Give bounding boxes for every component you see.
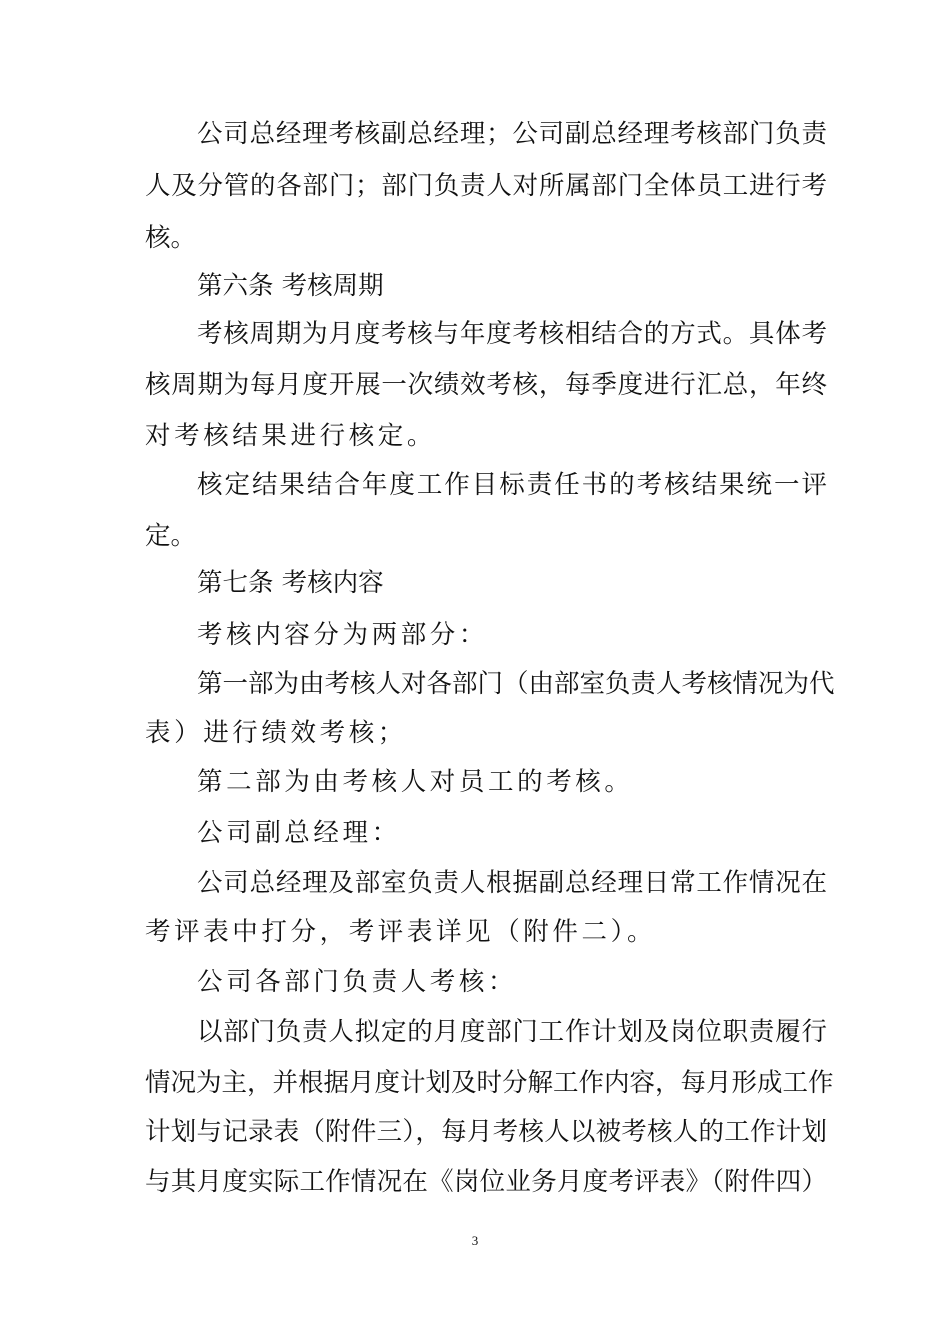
text-line: 对考核结果进行核定。	[145, 421, 437, 451]
text-line: 以部门负责人拟定的月度部门工作计划及岗位职责履行	[197, 1017, 827, 1047]
text-line: 第二部为由考核人对员工的考核。	[197, 767, 634, 797]
text-line: 公司副总经理：	[197, 818, 401, 848]
text-line: 第一部为由考核人对各部门（由部室负责人考核情况为代	[197, 669, 835, 699]
text-line: 情况为主，并根据月度计划及时分解工作内容，每月形成工作	[145, 1068, 834, 1098]
section-heading: 第六条 考核周期	[197, 271, 384, 301]
text-line: 核周期为每月度开展一次绩效考核，每季度进行汇总，年终	[145, 370, 827, 400]
text-line: 公司各部门负责人考核：	[197, 967, 518, 997]
text-line: 定。	[145, 521, 197, 551]
text-line: 公司总经理及部室负责人根据副总经理日常工作情况在	[197, 868, 827, 898]
text-line: 考核内容分为两部分：	[197, 620, 489, 650]
section-heading: 第七条 考核内容	[197, 568, 384, 598]
text-line: 核。	[145, 223, 197, 253]
text-line: 考评表中打分，考评表详见（附件二）。	[145, 917, 657, 947]
page-number: 3	[471, 1233, 479, 1248]
text-line: 考核周期为月度考核与年度考核相结合的方式。具体考	[197, 319, 827, 349]
text-line: 计划与记录表（附件三），每月考核人以被考核人的工作计划	[145, 1117, 827, 1147]
text-line: 核定结果结合年度工作目标责任书的考核结果统一评	[197, 470, 827, 500]
text-line: 公司总经理考核副总经理；公司副总经理考核部门负责	[197, 119, 827, 149]
text-line: 人及分管的各部门；部门负责人对所属部门全体员工进行考	[145, 171, 827, 201]
text-line: 表）进行绩效考核；	[145, 718, 407, 748]
text-line: 与其月度实际工作情况在《岗位业务月度考评表》（附件四）	[145, 1167, 827, 1197]
